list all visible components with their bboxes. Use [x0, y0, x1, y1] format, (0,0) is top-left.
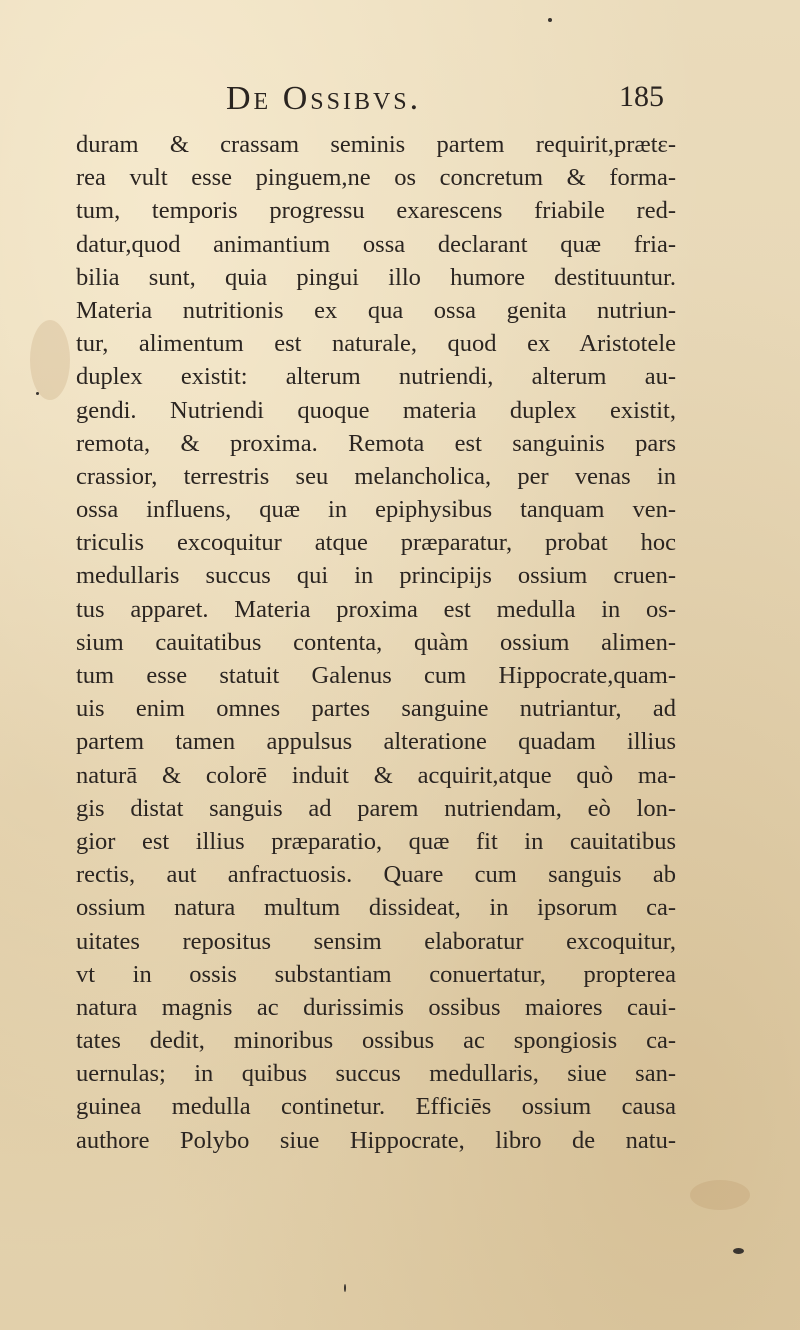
text-line: tum, temporis progressu exarescens friabile red- [76, 197, 676, 225]
text-line: rectis, aut anfractuosis. Quare cum sanguis ab [76, 861, 676, 889]
text-line: duplex existit: alterum nutriendi, alterum au- [76, 363, 676, 391]
text-line: uis enim omnes partes sanguine nutriantur, ad [76, 695, 676, 723]
ink-speck [344, 1284, 346, 1292]
text-line: triculis excoquitur atque præparatur, probat hoc [76, 529, 676, 557]
text-line: duram & crassam seminis partem requirit,prætε- [76, 131, 676, 158]
text-line: rea vult esse pinguem,ne os concretum & forma- [76, 164, 676, 192]
text-line: uernulas; in quibus succus medullaris, siue san- [76, 1060, 676, 1088]
text-line: gis distat sanguis ad parem nutriendam, eò lon- [76, 794, 676, 822]
text-line: tum esse statuit Galenus cum Hippocrate,quam- [76, 662, 676, 689]
text-line: tus apparet. Materia proxima est medulla in os- [76, 595, 676, 623]
text-line: ossa influens, quæ in epiphysibus tanquam ven- [76, 496, 676, 524]
paper-stain [30, 320, 70, 400]
paper-stain [690, 1180, 750, 1210]
page-number: 185 [619, 80, 664, 113]
text-line: vt in ossis substantiam conuertatur, propterea [76, 960, 676, 988]
text-line: sium cauitatibus contenta, quàm ossium alimen- [76, 628, 676, 656]
ink-speck [548, 18, 552, 22]
text-line: uitates repositus sensim elaboratur excoquitur, [76, 927, 676, 955]
running-head-title: De Ossibvs. [226, 80, 422, 117]
text-line: tates dedit, minoribus ossibus ac spongiosis ca- [76, 1027, 676, 1055]
text-line: guinea medulla continetur. Efficiēs ossium causa [76, 1093, 676, 1121]
running-head [76, 80, 664, 124]
text-line: gendi. Nutriendi quoque materia duplex existit, [76, 396, 676, 424]
text-line: medullaris succus qui in principijs ossium cruen- [76, 562, 676, 590]
text-line: partem tamen appulsus alteratione quadam illius [76, 728, 676, 756]
text-line: natura magnis ac durissimis ossibus maiores caui- [76, 993, 676, 1021]
ink-speck [36, 392, 39, 395]
text-line: crassior, terrestris seu melancholica, per venas in [76, 462, 676, 490]
text-line: datur,quod animantium ossa declarant quæ fria- [76, 230, 676, 258]
text-line: gior est illius præparatio, quæ fit in cauitatibus [76, 827, 676, 855]
text-line: remota, & proxima. Remota est sanguinis pars [76, 429, 676, 457]
text-line: Materia nutritionis ex qua ossa genita nutriun- [76, 296, 676, 324]
text-line: tur, alimentum est naturale, quod ex Aristotele [76, 330, 676, 358]
text-line: ossium natura multum dissideat, in ipsorum ca- [76, 894, 676, 922]
text-line: bilia sunt, quia pingui illo humore destituuntur. [76, 263, 676, 291]
text-line: authore Polybo siue Hippocrate, libro de natu- [76, 1126, 676, 1154]
body-text [76, 128, 676, 1157]
ink-speck [733, 1248, 744, 1254]
text-line: naturā & colorē induit & acquirit,atque quò ma- [76, 761, 676, 789]
